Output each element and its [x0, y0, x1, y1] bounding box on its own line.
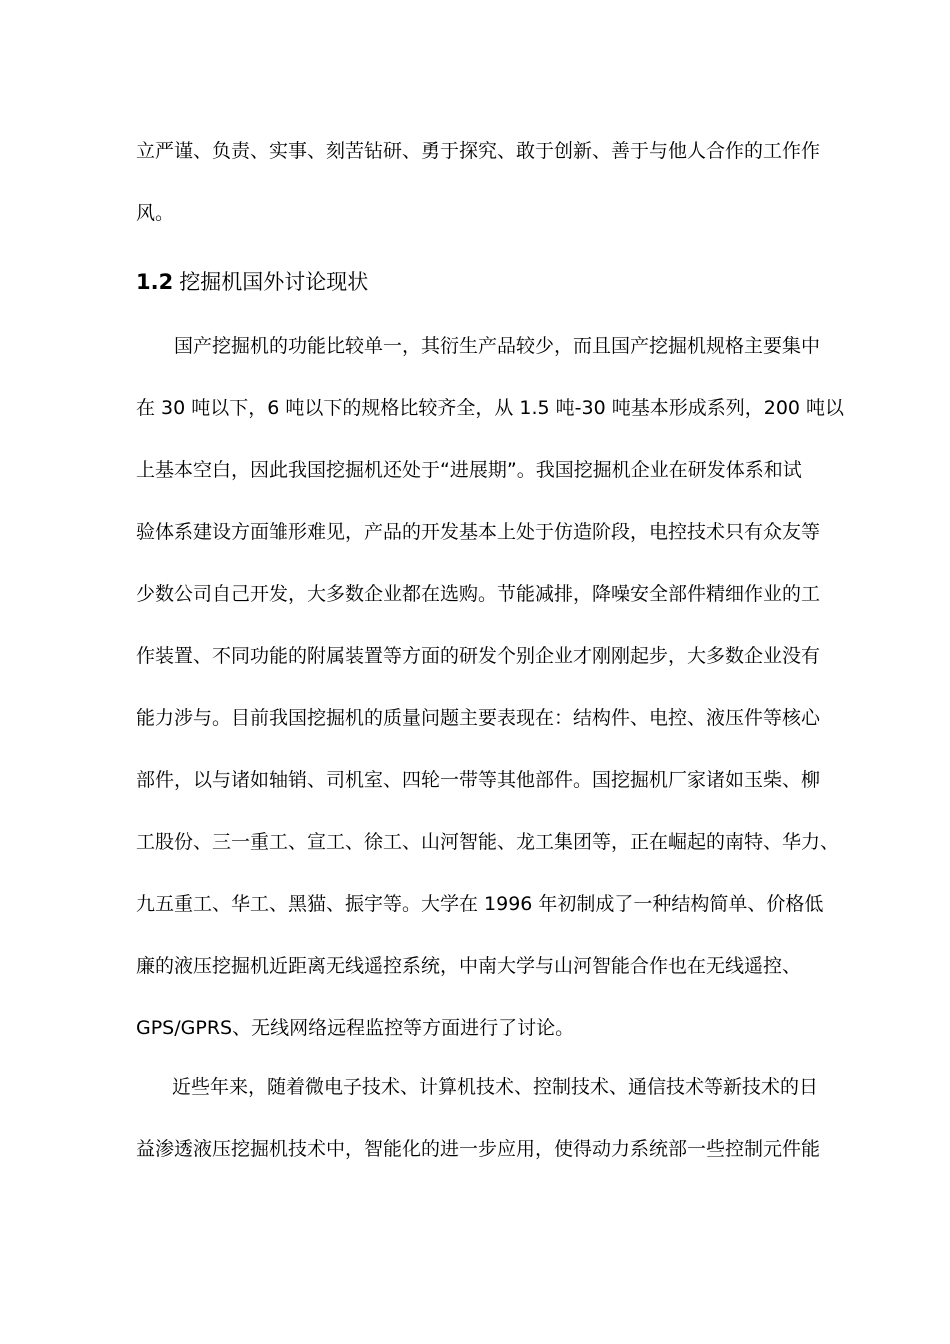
text-line: 国产挖掘机的功能比较单一，其衍生产品较少，而且国产挖掘机规格主要集中: [174, 335, 821, 357]
text-line: 工股份、三一重工、宣工、徐工、山河智能、龙工集团等，正在崛起的南特、华力、: [136, 831, 840, 853]
text-line: 在 30 吨以下，6 吨以下的规格比较齐全，从 1.5 吨-30 吨基本形成系列，200 吨以: [136, 397, 845, 419]
text-line: 少数公司自己开发，大多数企业都在选购。节能减排，降噪安全部件精细作业的工: [136, 583, 821, 605]
text-line: 能力涉与。目前我国挖掘机的质量问题主要表现在：结构件、电控、液压件等核心: [136, 707, 821, 729]
text-line: 立严谨、负责、实事、刻苦钻研、勇于探究、敢于创新、善于与他人合作的工作作: [136, 140, 821, 162]
text-line: 验体系建设方面雏形难见，产品的开发基本上处于仿造阶段，电控技术只有众友等: [136, 521, 821, 543]
section-title: 挖掘机国外讨论现状: [179, 270, 369, 294]
section-heading: [136, 268, 368, 296]
text-line: 部件，以与诸如轴销、司机室、四轮一带等其他部件。国挖掘机厂家诸如玉柴、柳: [136, 769, 821, 791]
text-line: 益渗透液压挖掘机技术中，智能化的进一步应用，使得动力系统部一些控制元件能: [136, 1138, 821, 1160]
text-line: GPS/GPRS、无线网络远程监控等方面进行了讨论。: [136, 1017, 575, 1039]
text-line: 廉的液压挖掘机近距离无线遥控系统，中南大学与山河智能合作也在无线遥控、: [136, 955, 802, 977]
text-line: 近些年来，随着微电子技术、计算机技术、控制技术、通信技术等新技术的日: [172, 1076, 819, 1098]
text-line: 九五重工、华工、黑猫、振宇等。大学在 1996 年初制成了一种结构简单、价格低: [136, 893, 824, 915]
text-line: 上基本空白，因此我国挖掘机还处于“进展期”。我国挖掘机企业在研发体系和试: [136, 459, 802, 481]
text-line: 作装置、不同功能的附属装置等方面的研发个别企业才刚刚起步，大多数企业没有: [136, 645, 821, 667]
text-line: 风。: [136, 202, 175, 224]
section-number: 1.2: [136, 270, 174, 294]
